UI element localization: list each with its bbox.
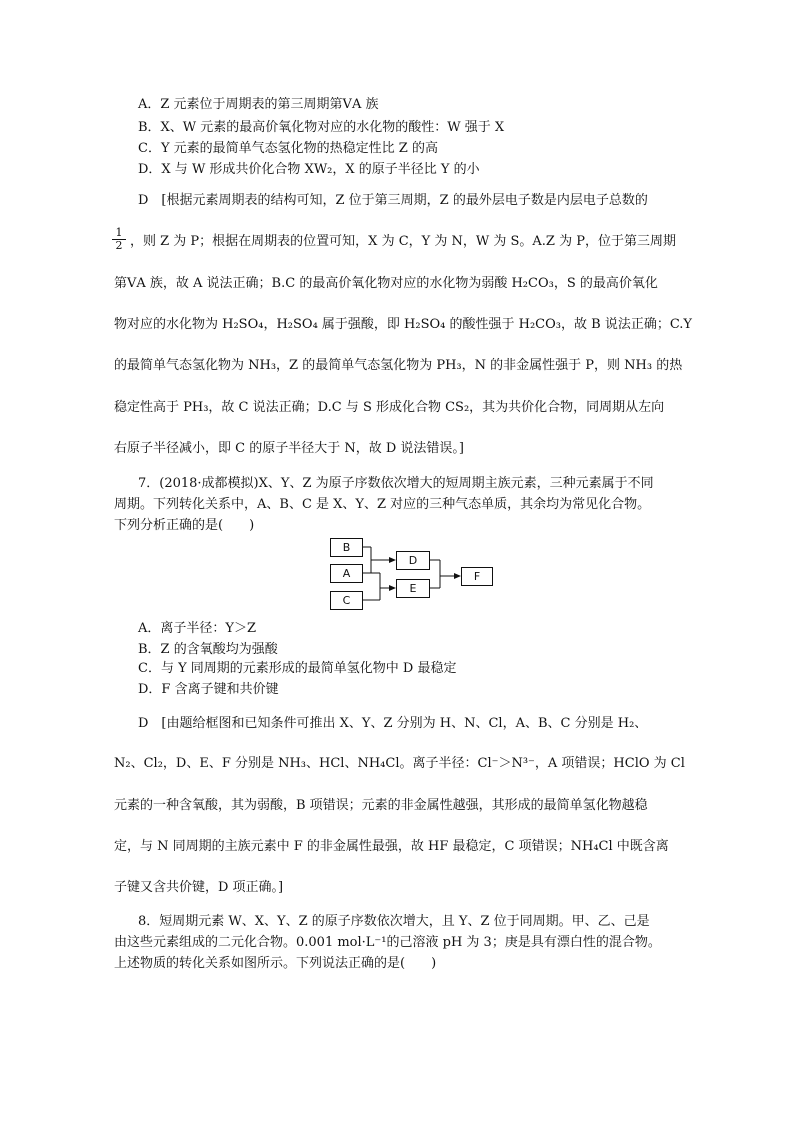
q7-option-a: A．离子半径：Y＞Z <box>138 621 257 636</box>
q8-stem-line-2: 由这些元素组成的二元化合物。0.001 mol·L⁻¹的己溶液 pH 为 3；庚是具有漂白性的混合物。 <box>114 935 661 950</box>
q7-answer-line-2: N₂、Cl₂，D、E、F 分别是 NH₃、HCl、NH₄Cl。离子半径：Cl⁻＞N³⁻，A 项错误；HClO 为 Cl <box>114 756 685 771</box>
q7-answer-line-1: D [由题给框图和已知条件可推出 X、Y、Z 分别为 H、N、Cl，A、B、C 分别是 H₂、 <box>138 716 648 731</box>
diagram-box-b: B <box>330 538 363 557</box>
q7-option-c: C．与 Y 同周期的元素形成的最简单氢化物中 D 最稳定 <box>138 661 457 676</box>
fraction-denominator: 2 <box>115 239 123 252</box>
q7-answer-line-4: 定，与 N 同周期的主族元素中 F 的非金属性最强，故 HF 最稳定，C 项错误；NH₄Cl 中既含离 <box>114 839 669 854</box>
q7-stem-line-1: 7．(2018·成都模拟)X、Y、Z 为原子序数依次增大的短周期主族元素，三种元素属于不同 <box>138 476 654 491</box>
q7-answer-line-3: 元素的一种含氧酸，其为弱酸，B 项错误；元素的非金属性越强，其形成的最简单氢化物越稳 <box>114 798 648 813</box>
q7-answer-line-5: 子键又含共价键，D 项正确。] <box>114 880 284 895</box>
q6-answer-line-2: ，则 Z 为 P；根据在周期表的位置可知，X 为 C，Y 为 N，W 为 S。A.Z 为 P，位于第三周期 <box>130 234 676 249</box>
q6-answer-line-6: 稳定性高于 PH₃，故 C 说法正确；D.C 与 S 形成化合物 CS₂，其为共价化合物，同周期从左向 <box>114 400 665 415</box>
q6-answer-line-7: 右原子半径减小，即 C 的原子半径大于 N，故 D 说法错误。] <box>114 441 464 456</box>
diagram-box-d: D <box>396 551 430 570</box>
diagram-box-e: E <box>396 579 430 598</box>
fraction-numerator: 1 <box>112 227 126 240</box>
q6-answer-line-3: 第ⅤA 族，故 A 说法正确；B.C 的最高价氧化物对应的水化物为弱酸 H₂CO₃，S 的最高价氧化 <box>114 276 658 291</box>
q6-option-a: A．Z 元素位于周期表的第三周期第ⅤA 族 <box>138 97 379 112</box>
q8-stem-line-1: 8．短周期元素 W、X、Y、Z 的原子序数依次增大，且 Y、Z 位于同周期。甲、乙、己是 <box>138 914 650 929</box>
q6-option-b: B．X、W 元素的最高价氧化物对应的水化物的酸性：W 强于 X <box>138 120 505 135</box>
q7-stem-line-3: 下列分析正确的是( ) <box>114 518 255 533</box>
q6-option-d: D．X 与 W 形成共价化合物 XW₂，X 的原子半径比 Y 的小 <box>138 162 480 177</box>
q6-answer-line-4: 物对应的水化物为 H₂SO₄，H₂SO₄ 属于强酸，即 H₂SO₄ 的酸性强于 H₂CO₃，故 B 说法正确；C.Y <box>114 317 693 332</box>
q8-stem-line-3: 上述物质的转化关系如图所示。下列说法正确的是( ) <box>114 956 437 971</box>
diagram-box-f: F <box>461 567 493 586</box>
q6-answer-line-5: 的最简单气态氢化物为 NH₃，Z 的最简单气态氢化物为 PH₃，N 的非金属性强于 P，则 NH₃ 的热 <box>114 358 683 373</box>
diagram-box-c: C <box>330 591 363 610</box>
q6-option-c: C．Y 元素的最简单气态氢化物的热稳定性比 Z 的高 <box>138 141 438 156</box>
diagram-box-a: A <box>330 564 363 583</box>
q7-stem-line-2: 周期。下列转化关系中，A、B、C 是 X、Y、Z 对应的三种气态单质，其余均为常见化合物。 <box>114 497 651 512</box>
q7-option-b: B．Z 的含氧酸均为强酸 <box>138 642 278 657</box>
q7-option-d: D．F 含离子键和共价键 <box>138 682 279 697</box>
q6-answer-line-1: D [根据元素周期表的结构可知，Z 位于第三周期，Z 的最外层电子数是内层电子总数的 <box>138 193 648 208</box>
